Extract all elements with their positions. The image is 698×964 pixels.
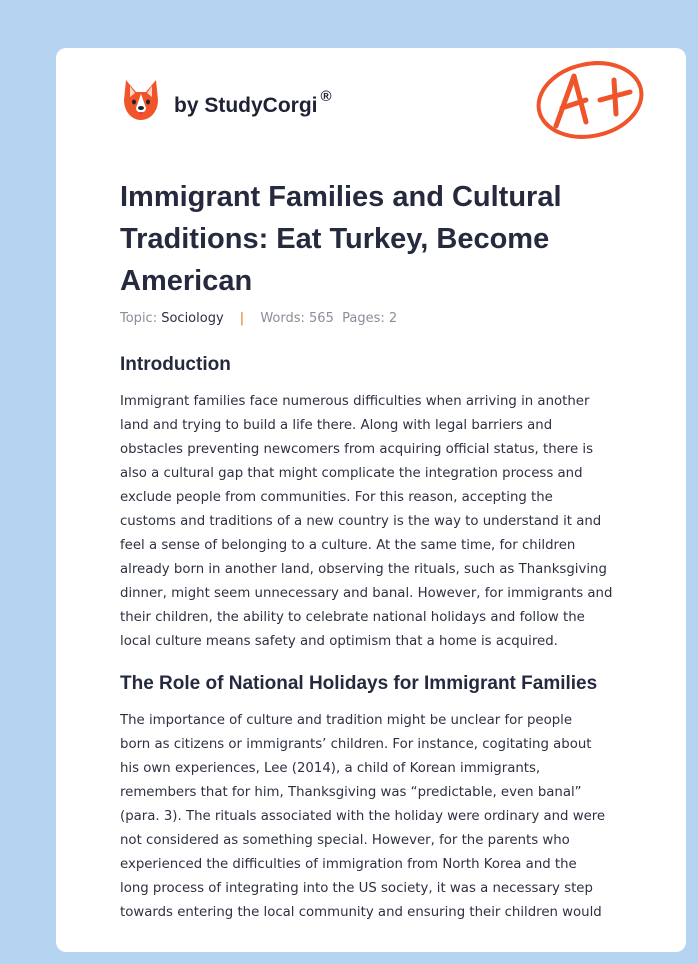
essay-meta: Topic: Sociology | Words: 565 Pages: 2 — [120, 311, 398, 326]
page-count: Pages: 2 — [342, 311, 398, 326]
topic-link[interactable]: Sociology — [161, 311, 224, 326]
corgi-logo-icon — [122, 78, 160, 122]
section-heading: Introduction — [120, 354, 231, 375]
section-paragraph: Immigrant families face numerous difficulties when arriving in another land and trying to build a life there. Along with legal barriers and obstacles preventing newcomers from acquiring official status, there is also a cultural gap that might complicate the integration process and exclude people from communities. For this reason, accepting the customs and traditions of a new country is the way to understand it and feel a sense of belonging to a culture. At the same time, for children already born in another land, observing the rituals, such as Thanksgiving dinner, might seem unnecessary and banal. However, for immigrants and their children, the ability to celebrate national holidays and follow the local culture means safety and optimism that a home is acquired. — [120, 394, 613, 649]
essay-page — [56, 48, 686, 952]
brand-header[interactable] — [122, 76, 332, 124]
section-paragraph: The importance of culture and tradition might be unclear for people born as citizens or immigrants’ children. For instance, cogitating about his own experiences, Lee (2014), a child of Korean immigrants, remembers that for him, Thanksgiving was “predictable, even banal” (para. 3). The rituals associated with the holiday were ordinary and were not considered as something special. However, for the parents who experienced the difficulties of immigration from North Korea and the long process of integrating into the US society, it was a necessary step towards entering the local community and ensuring their children would — [120, 713, 606, 920]
word-count: Words: 565 — [260, 311, 334, 326]
essay-title: Immigrant Families and Cultural Traditions: Eat Turkey, Become American — [120, 181, 562, 297]
brand-name: by StudyCorgi ® — [174, 88, 332, 117]
section-heading: The Role of National Holidays for Immigrant Families — [120, 673, 598, 694]
a-plus-grade-icon — [534, 58, 646, 140]
